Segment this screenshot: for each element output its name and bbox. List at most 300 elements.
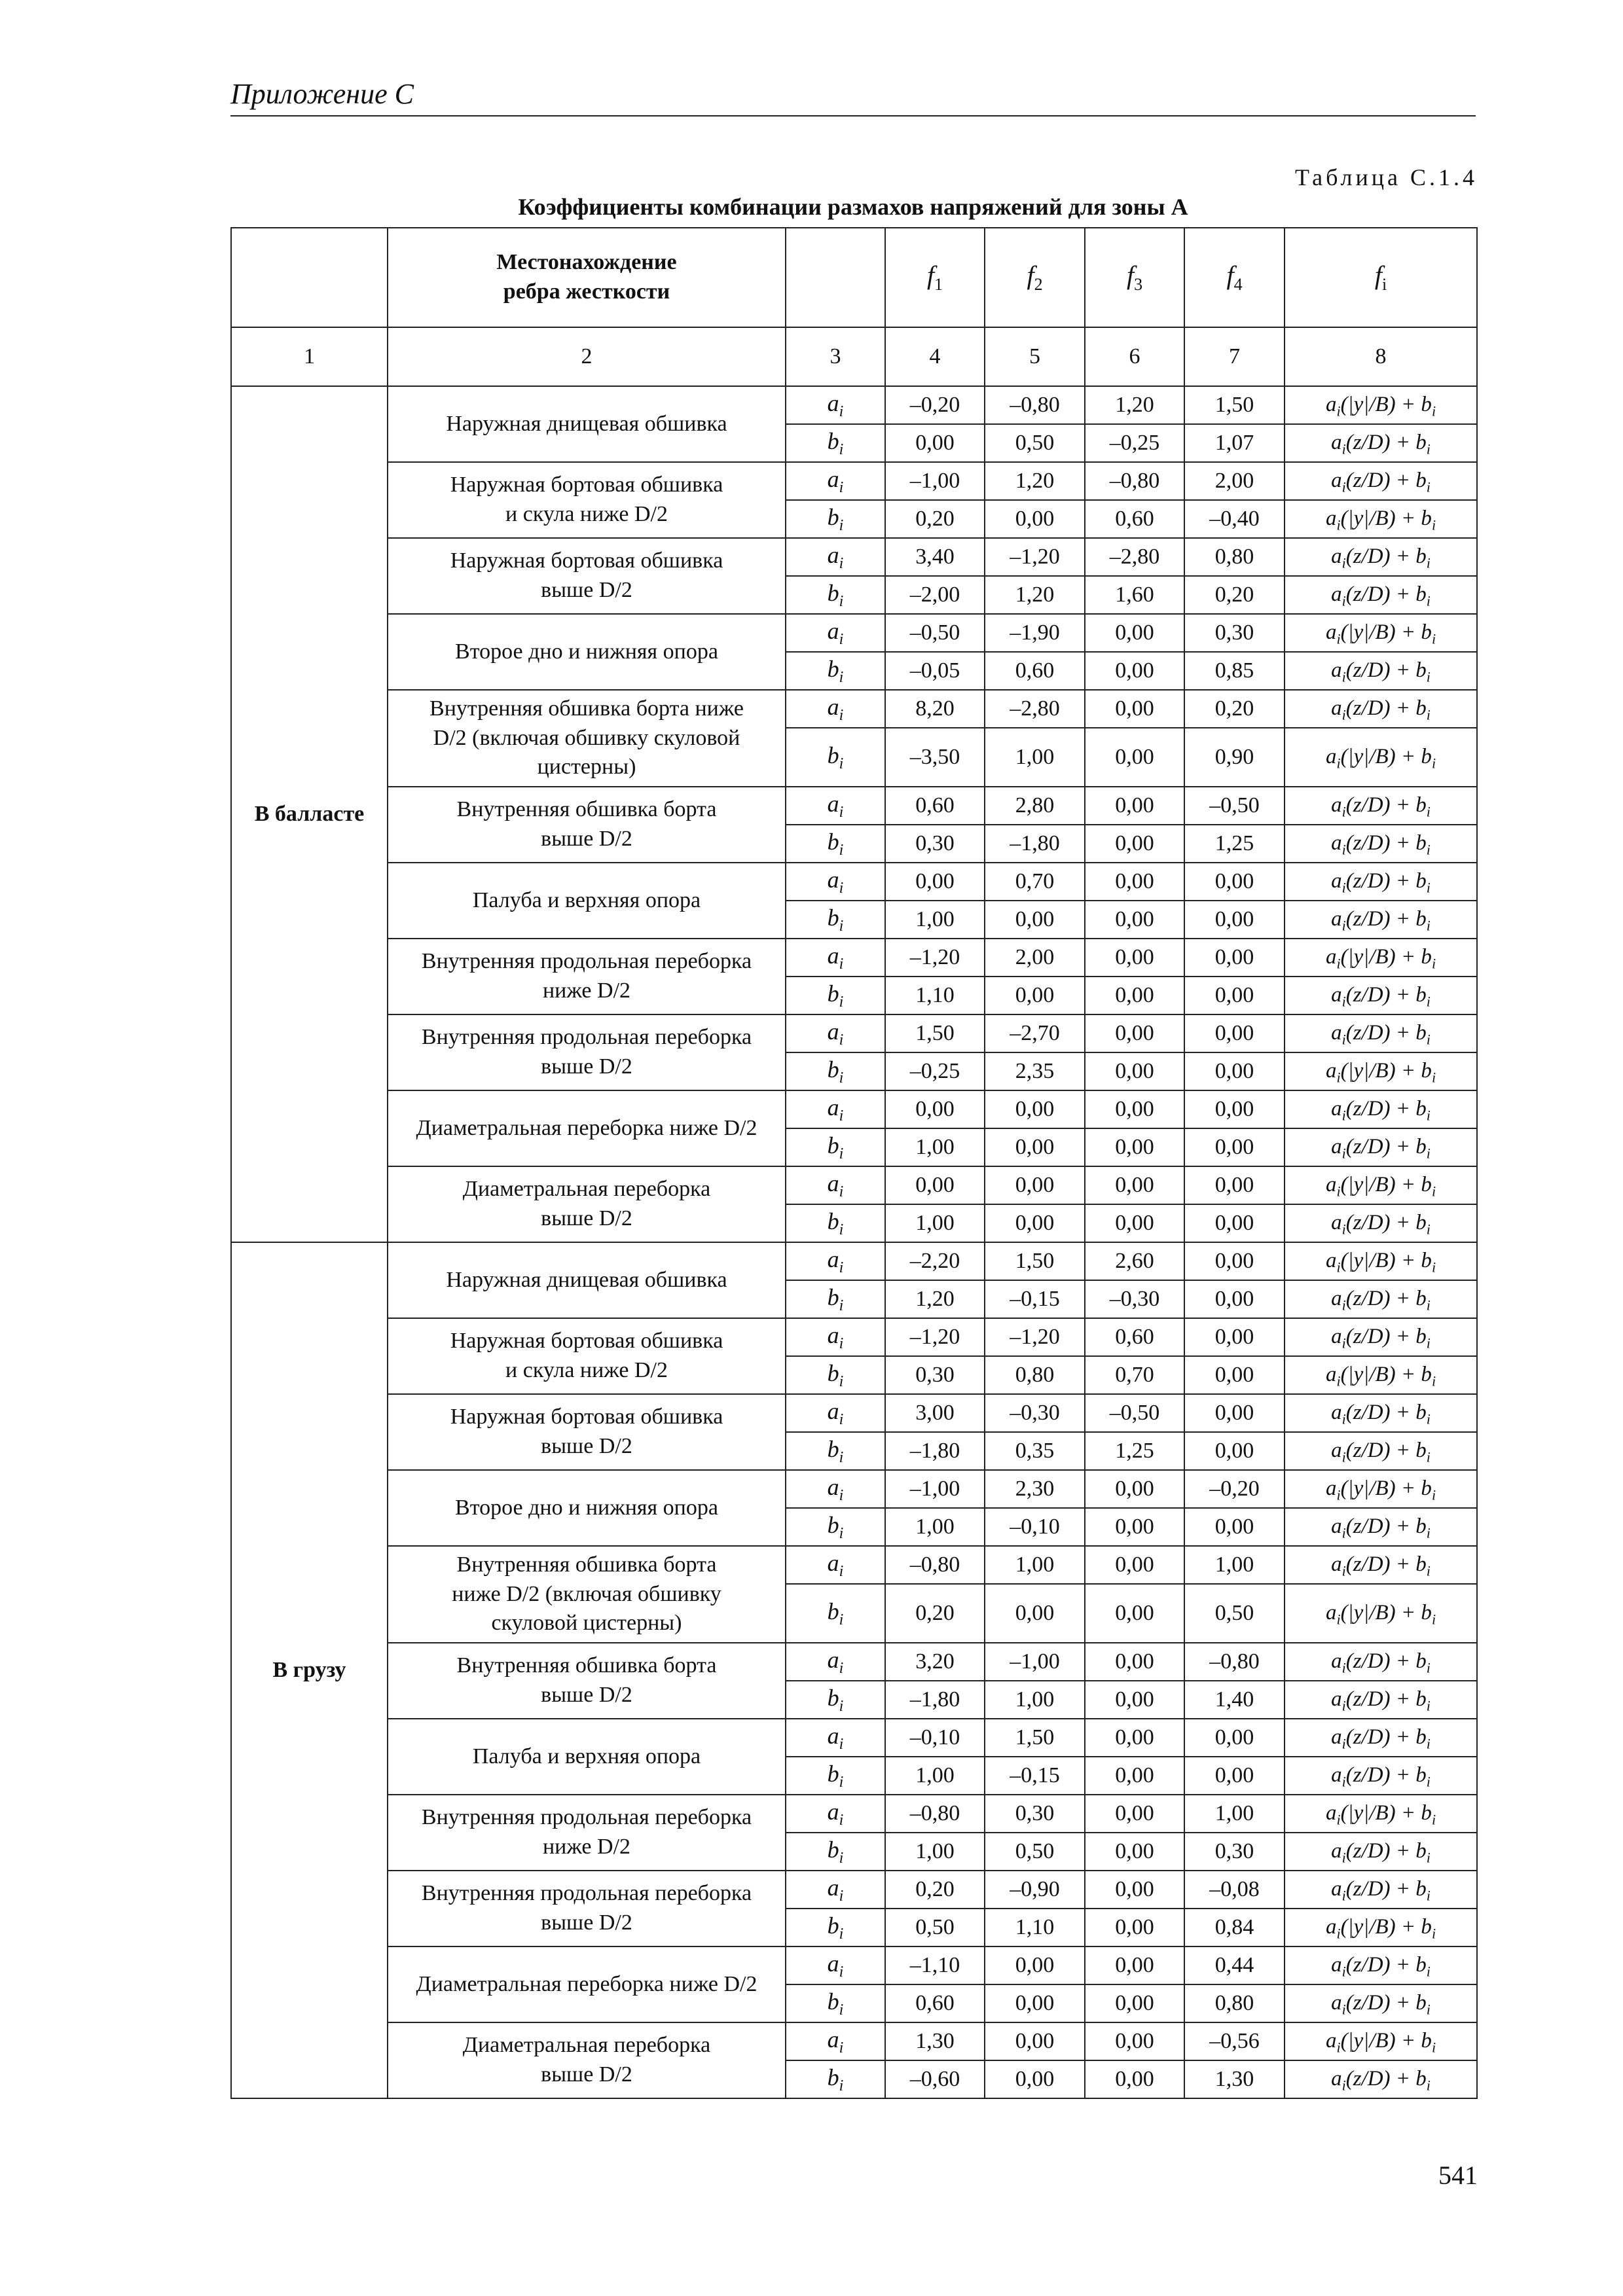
coefficient-symbol — [827, 1598, 844, 1628]
value-cell: 0,00 — [1085, 825, 1184, 863]
value-cell: 0,00 — [1085, 728, 1184, 787]
value-cell: 0,20 — [885, 1584, 985, 1643]
coefficient-letter: a — [827, 1170, 839, 1196]
coefficient-symbol — [827, 1208, 844, 1238]
value-cell: 0,00 — [1184, 1052, 1285, 1090]
coefficient-subscript: i — [839, 803, 844, 821]
formula-cell — [1285, 1909, 1477, 1946]
table-row — [231, 863, 1477, 901]
coefficient-symbol — [827, 2026, 844, 2056]
value-cell: –1,20 — [885, 939, 985, 977]
table-header-row — [231, 228, 1477, 327]
header-location-line2: ребра жесткости — [503, 279, 670, 304]
value-cell: –0,50 — [1184, 787, 1285, 825]
coefficient-letter: a — [827, 1549, 839, 1576]
value-cell: –1,20 — [885, 1318, 985, 1356]
value-cell: –1,90 — [985, 614, 1085, 652]
coefficient-symbol — [827, 1435, 844, 1466]
column-number-cell: 8 — [1285, 327, 1477, 386]
value-cell: 0,20 — [1184, 576, 1285, 614]
header-location-line1: Местонахождение — [496, 250, 677, 275]
coefficient-symbol — [827, 1511, 844, 1542]
location-line: Внутренняя обшивка борта ниже — [429, 696, 744, 721]
value-cell: 0,00 — [1085, 1984, 1184, 2022]
value-cell: 0,00 — [1085, 1643, 1184, 1681]
header-cell-f2 — [985, 228, 1085, 327]
header-cell-f4 — [1184, 228, 1285, 327]
coefficient-symbol — [827, 2064, 844, 2094]
location-line: D/2 (включая обшивку скуловой — [433, 725, 740, 750]
value-cell: –0,56 — [1184, 2022, 1285, 2060]
value-cell: 0,50 — [885, 1909, 985, 1946]
coefficient-cell — [786, 690, 885, 728]
table-caption: Коэффициенты комбинации размахов напряжений для зоны А — [518, 194, 1188, 220]
coefficient-cell — [786, 1052, 885, 1090]
coefficient-cell — [786, 2022, 885, 2060]
location-cell — [388, 1719, 786, 1795]
coefficient-subscript: i — [839, 478, 844, 496]
coefficient-subscript: i — [839, 2077, 844, 2094]
formula: $a_i(z/D) + b_i$ — [1331, 906, 1431, 934]
table-row — [231, 787, 1477, 825]
value-cell: 0,00 — [885, 424, 985, 462]
coefficient-cell — [786, 1508, 885, 1546]
value-cell: 0,00 — [1085, 1871, 1184, 1909]
value-cell: 0,00 — [885, 863, 985, 901]
location-cell — [388, 386, 786, 462]
location-line: Диаметральная переборка — [462, 2033, 711, 2058]
coefficient-cell — [786, 1909, 885, 1946]
coefficients-table — [230, 227, 1478, 2099]
value-cell: 0,00 — [1085, 614, 1184, 652]
coefficient-letter: a — [827, 866, 839, 893]
value-cell: 1,60 — [1085, 576, 1184, 614]
value-cell: –2,80 — [985, 690, 1085, 728]
value-cell: 0,00 — [1085, 939, 1184, 977]
coefficient-cell — [786, 1584, 885, 1643]
value-cell: –0,25 — [885, 1052, 985, 1090]
header-fi-symbol: f — [1374, 260, 1382, 291]
coefficient-letter: b — [827, 742, 839, 768]
formula-cell — [1285, 1508, 1477, 1546]
coefficient-symbol — [827, 541, 844, 572]
location-line: цистерны) — [537, 755, 636, 780]
value-cell: 0,00 — [1085, 1090, 1184, 1128]
formula: $a_i(z/D) + b_i$ — [1331, 982, 1431, 1010]
formula-cell — [1285, 1757, 1477, 1795]
coefficient-symbol — [827, 1646, 844, 1677]
location-line: Наружная бортовая обшивка — [450, 473, 723, 497]
coefficient-letter: a — [827, 1246, 839, 1272]
value-cell: –0,30 — [985, 1394, 1085, 1432]
coefficient-symbol — [827, 1321, 844, 1352]
formula: $a_i(|y|/B) + b_i$ — [1325, 1801, 1436, 1828]
coefficient-letter: b — [827, 1836, 839, 1863]
value-cell: 1,20 — [885, 1280, 985, 1318]
value-cell: 0,00 — [985, 500, 1085, 538]
value-cell: 0,00 — [1184, 1508, 1285, 1546]
table-row — [231, 690, 1477, 728]
value-cell: 0,60 — [1085, 1318, 1184, 1356]
table-row — [231, 1394, 1477, 1432]
location-line: Диаметральная переборка ниже D/2 — [416, 1971, 757, 1996]
value-cell: 2,30 — [985, 1470, 1085, 1508]
formula-cell — [1285, 1318, 1477, 1356]
formula: $a_i(|y|/B) + b_i$ — [1325, 744, 1436, 772]
value-cell: 0,00 — [1184, 977, 1285, 1014]
coefficient-letter: a — [827, 942, 839, 969]
value-cell: 0,60 — [885, 787, 985, 825]
coefficient-cell — [786, 1546, 885, 1584]
coefficient-letter: b — [827, 2064, 839, 2090]
formula-cell — [1285, 1280, 1477, 1318]
header-cell-coef — [786, 228, 885, 327]
coefficient-letter: a — [827, 1722, 839, 1749]
coefficient-cell — [786, 1643, 885, 1681]
value-cell: 2,35 — [985, 1052, 1085, 1090]
coefficient-letter: b — [827, 1056, 839, 1083]
formula-cell — [1285, 901, 1477, 939]
value-cell: 1,00 — [885, 1757, 985, 1795]
coefficient-cell — [786, 576, 885, 614]
coefficient-subscript: i — [839, 1849, 844, 1867]
coefficient-symbol — [827, 389, 844, 420]
location-cell — [388, 1795, 786, 1871]
coefficient-letter: b — [827, 904, 839, 931]
value-cell: 0,00 — [1184, 1356, 1285, 1394]
coefficient-subscript: i — [839, 592, 844, 610]
formula-cell — [1285, 787, 1477, 825]
formula-cell — [1285, 1871, 1477, 1909]
value-cell: 3,20 — [885, 1643, 985, 1681]
header-cell-blank — [231, 228, 388, 327]
coefficient-letter: a — [827, 389, 839, 416]
coefficient-subscript: i — [839, 1448, 844, 1466]
value-cell: 0,00 — [1085, 1946, 1184, 1984]
value-cell: –0,80 — [1184, 1643, 1285, 1681]
location-line: Второе дно и нижняя опора — [455, 1495, 718, 1520]
formula: $a_i(z/D) + b_i$ — [1331, 869, 1431, 896]
coefficient-letter: a — [827, 1321, 839, 1348]
value-cell: 0,30 — [1184, 1833, 1285, 1871]
location-line: выше D/2 — [541, 827, 632, 851]
coefficient-letter: b — [827, 1435, 839, 1462]
coefficient-subscript: i — [839, 630, 844, 648]
coefficient-subscript: i — [839, 1335, 844, 1352]
table-row — [231, 1318, 1477, 1356]
formula-cell — [1285, 1204, 1477, 1242]
coefficient-cell — [786, 652, 885, 690]
value-cell: 0,00 — [985, 2022, 1085, 2060]
coefficient-subscript: i — [839, 1611, 844, 1628]
formula: $a_i(|y|/B) + b_i$ — [1325, 1248, 1436, 1276]
coefficient-letter: a — [827, 1473, 839, 1500]
coefficient-symbol — [827, 655, 844, 686]
coefficient-symbol — [827, 1912, 844, 1943]
coefficient-cell — [786, 2060, 885, 2098]
value-cell: 1,00 — [985, 1681, 1085, 1719]
coefficient-symbol — [827, 465, 844, 496]
value-cell: 1,07 — [1184, 424, 1285, 462]
location-line: Внутренняя обшивка борта — [456, 1653, 717, 1678]
value-cell: 0,00 — [1085, 1719, 1184, 1757]
coefficient-letter: a — [827, 1646, 839, 1673]
coefficient-symbol — [827, 980, 844, 1011]
header-f1-subscript: 1 — [934, 275, 943, 295]
location-cell — [388, 2022, 786, 2098]
location-cell — [388, 1946, 786, 2022]
coefficient-cell — [786, 1318, 885, 1356]
coefficient-symbol — [827, 1170, 844, 1200]
coefficient-letter: b — [827, 427, 839, 454]
column-number-cell: 3 — [786, 327, 885, 386]
formula: $a_i(|y|/B) + b_i$ — [1325, 1058, 1436, 1086]
formula-cell — [1285, 1242, 1477, 1280]
coefficient-cell — [786, 424, 885, 462]
coefficient-subscript: i — [839, 1031, 844, 1049]
coefficient-letter: b — [827, 579, 839, 606]
coefficient-symbol — [827, 790, 844, 821]
location-line: Наружная днищевая обшивка — [446, 411, 727, 436]
formula-cell — [1285, 538, 1477, 576]
coefficient-symbol — [827, 1549, 844, 1580]
formula: $a_i(z/D) + b_i$ — [1331, 793, 1431, 820]
location-line: выше D/2 — [541, 1434, 632, 1458]
value-cell: 0,35 — [985, 1432, 1085, 1470]
coefficient-subscript: i — [839, 516, 844, 534]
location-cell — [388, 1014, 786, 1090]
value-cell: 0,00 — [1085, 1014, 1184, 1052]
value-cell: –0,90 — [985, 1871, 1085, 1909]
formula: $a_i(|y|/B) + b_i$ — [1325, 620, 1436, 647]
formula: $a_i(z/D) + b_i$ — [1331, 1876, 1431, 1904]
formula: $a_i(z/D) + b_i$ — [1331, 1725, 1431, 1752]
formula-cell — [1285, 1681, 1477, 1719]
value-cell: 0,00 — [1184, 1242, 1285, 1280]
coefficient-symbol — [827, 427, 844, 458]
value-cell: 1,30 — [885, 2022, 985, 2060]
formula: $a_i(z/D) + b_i$ — [1331, 1649, 1431, 1676]
value-cell: 0,00 — [1085, 863, 1184, 901]
coefficient-subscript: i — [839, 1925, 844, 1943]
coefficient-subscript: i — [839, 755, 844, 772]
coefficient-cell — [786, 1946, 885, 1984]
header-f3-subscript: 3 — [1134, 275, 1143, 295]
value-cell: 0,30 — [885, 825, 985, 863]
coefficient-symbol — [827, 866, 844, 897]
value-cell: –0,10 — [985, 1508, 1085, 1546]
coefficient-letter: a — [827, 790, 839, 817]
coefficient-letter: a — [827, 541, 839, 568]
value-cell: 1,00 — [885, 1833, 985, 1871]
value-cell: –1,10 — [885, 1946, 985, 1984]
formula-cell — [1285, 977, 1477, 1014]
formula: $a_i(z/D) + b_i$ — [1331, 1687, 1431, 1714]
coefficient-letter: a — [827, 1397, 839, 1424]
coefficient-cell — [786, 1280, 885, 1318]
column-number-cell: 5 — [985, 327, 1085, 386]
coefficient-cell — [786, 1394, 885, 1432]
coefficient-symbol — [827, 828, 844, 859]
location-cell — [388, 1546, 786, 1643]
value-cell: 0,00 — [1085, 1833, 1184, 1871]
value-cell: –1,20 — [985, 1318, 1085, 1356]
formula-cell — [1285, 1795, 1477, 1833]
coefficient-symbol — [827, 942, 844, 973]
table-row — [231, 1946, 1477, 1984]
header-f4-symbol: f — [1226, 260, 1234, 291]
coefficient-letter: b — [827, 1912, 839, 1939]
value-cell: 0,50 — [1184, 1584, 1285, 1643]
formula: $a_i(z/D) + b_i$ — [1331, 1210, 1431, 1238]
value-cell: 1,50 — [1184, 386, 1285, 424]
column-number-cell: 7 — [1184, 327, 1285, 386]
value-cell: 0,85 — [1184, 652, 1285, 690]
coefficient-symbol — [827, 1018, 844, 1049]
column-number-cell: 4 — [885, 327, 985, 386]
formula-cell — [1285, 424, 1477, 462]
formula-cell — [1285, 825, 1477, 863]
value-cell: 1,00 — [985, 1546, 1085, 1584]
location-line: выше D/2 — [541, 1683, 632, 1707]
value-cell: 0,00 — [1184, 1204, 1285, 1242]
value-cell: 0,50 — [985, 424, 1085, 462]
formula-cell — [1285, 576, 1477, 614]
coefficient-subscript: i — [839, 841, 844, 859]
value-cell: 0,00 — [985, 901, 1085, 939]
coefficient-subscript: i — [839, 2001, 844, 2018]
value-cell: 0,00 — [1184, 1128, 1285, 1166]
coefficient-cell — [786, 1871, 885, 1909]
formula: $a_i(|y|/B) + b_i$ — [1325, 2028, 1436, 2056]
coefficient-letter: b — [827, 1988, 839, 2015]
column-number-cell: 2 — [388, 327, 786, 386]
coefficient-subscript: i — [839, 1697, 844, 1715]
value-cell: 0,70 — [985, 863, 1085, 901]
formula: $a_i(|y|/B) + b_i$ — [1325, 944, 1436, 972]
coefficient-symbol — [827, 1760, 844, 1791]
coefficient-letter: b — [827, 1359, 839, 1386]
table-row — [231, 1090, 1477, 1128]
value-cell: 0,00 — [1085, 1052, 1184, 1090]
location-line: и скула ниже D/2 — [505, 1358, 668, 1382]
location-line: Второе дно и нижняя опора — [455, 639, 718, 664]
formula: $a_i(z/D) + b_i$ — [1331, 1763, 1431, 1790]
coefficient-symbol — [827, 1094, 844, 1124]
formula-cell — [1285, 1584, 1477, 1643]
location-cell — [388, 690, 786, 787]
value-cell: –0,50 — [1085, 1394, 1184, 1432]
location-line: ниже D/2 (включая обшивку — [452, 1581, 721, 1606]
coefficient-letter: b — [827, 1760, 839, 1787]
value-cell: 0,00 — [1085, 1584, 1184, 1643]
formula-cell — [1285, 1833, 1477, 1871]
coefficient-letter: a — [827, 617, 839, 644]
value-cell: 1,00 — [885, 1128, 985, 1166]
coefficient-cell — [786, 863, 885, 901]
value-cell: 1,00 — [985, 728, 1085, 787]
value-cell: 0,60 — [1085, 500, 1184, 538]
value-cell: 0,80 — [985, 1356, 1085, 1394]
location-line: Внутренняя продольная переборка — [421, 1881, 752, 1906]
value-cell: 3,00 — [885, 1394, 985, 1432]
value-cell: 0,00 — [1085, 1909, 1184, 1946]
value-cell: 1,25 — [1085, 1432, 1184, 1470]
coefficient-cell — [786, 538, 885, 576]
table-row — [231, 1719, 1477, 1757]
coefficient-subscript: i — [839, 668, 844, 686]
value-cell: –0,60 — [885, 2060, 985, 2098]
value-cell: –0,10 — [885, 1719, 985, 1757]
location-line: и скула ниже D/2 — [505, 502, 668, 526]
value-cell: –1,20 — [985, 538, 1085, 576]
coefficient-symbol — [827, 1684, 844, 1715]
coefficient-subscript: i — [839, 1963, 844, 1981]
value-cell: 0,00 — [1184, 939, 1285, 977]
coefficient-subscript: i — [839, 1259, 844, 1276]
value-cell: –2,00 — [885, 576, 985, 614]
value-cell: –0,30 — [1085, 1280, 1184, 1318]
coefficient-subscript: i — [839, 403, 844, 420]
formula-cell — [1285, 1090, 1477, 1128]
coefficient-subscript: i — [839, 1811, 844, 1829]
value-cell: –0,15 — [985, 1280, 1085, 1318]
formula: $a_i(|y|/B) + b_i$ — [1325, 1172, 1436, 1200]
formula: $a_i(z/D) + b_i$ — [1331, 1438, 1431, 1465]
coefficient-subscript: i — [839, 1524, 844, 1542]
coefficient-subscript: i — [839, 1183, 844, 1200]
coefficient-symbol — [827, 1283, 844, 1314]
value-cell: 8,20 — [885, 690, 985, 728]
table-row — [231, 939, 1477, 977]
location-cell — [388, 939, 786, 1014]
location-line: Внутренняя продольная переборка — [421, 1805, 752, 1830]
location-line: выше D/2 — [541, 1206, 632, 1230]
value-cell: –3,50 — [885, 728, 985, 787]
location-cell — [388, 1470, 786, 1546]
coefficient-cell — [786, 787, 885, 825]
header-f3-symbol: f — [1126, 260, 1135, 291]
location-line: скуловой цистерны) — [491, 1611, 682, 1636]
value-cell: –2,80 — [1085, 538, 1184, 576]
coefficient-cell — [786, 462, 885, 500]
coefficient-letter: b — [827, 828, 839, 855]
formula: $a_i(z/D) + b_i$ — [1331, 1020, 1431, 1048]
coefficient-letter: a — [827, 693, 839, 720]
value-cell: 0,00 — [1085, 1681, 1184, 1719]
coefficient-cell — [786, 1128, 885, 1166]
table-row — [231, 1871, 1477, 1909]
location-line: Диаметральная переборка — [462, 1177, 711, 1202]
value-cell: 0,00 — [1184, 1014, 1285, 1052]
coefficient-cell — [786, 1166, 885, 1204]
formula-cell — [1285, 1946, 1477, 1984]
formula: $a_i(z/D) + b_i$ — [1331, 1096, 1431, 1124]
value-cell: –0,80 — [1085, 462, 1184, 500]
formula: $a_i(z/D) + b_i$ — [1331, 658, 1431, 685]
coefficient-cell — [786, 1757, 885, 1795]
location-line: выше D/2 — [541, 2062, 632, 2087]
formula: $a_i(z/D) + b_i$ — [1331, 468, 1431, 495]
coefficient-subscript: i — [839, 1562, 844, 1580]
formula-cell — [1285, 1719, 1477, 1757]
value-cell: –0,20 — [1184, 1470, 1285, 1508]
value-cell: 0,00 — [885, 1166, 985, 1204]
header-f2-subscript: 2 — [1034, 275, 1043, 295]
formula-cell — [1285, 1984, 1477, 2022]
value-cell: 0,00 — [985, 1204, 1085, 1242]
formula: $a_i(z/D) + b_i$ — [1331, 1990, 1431, 2018]
